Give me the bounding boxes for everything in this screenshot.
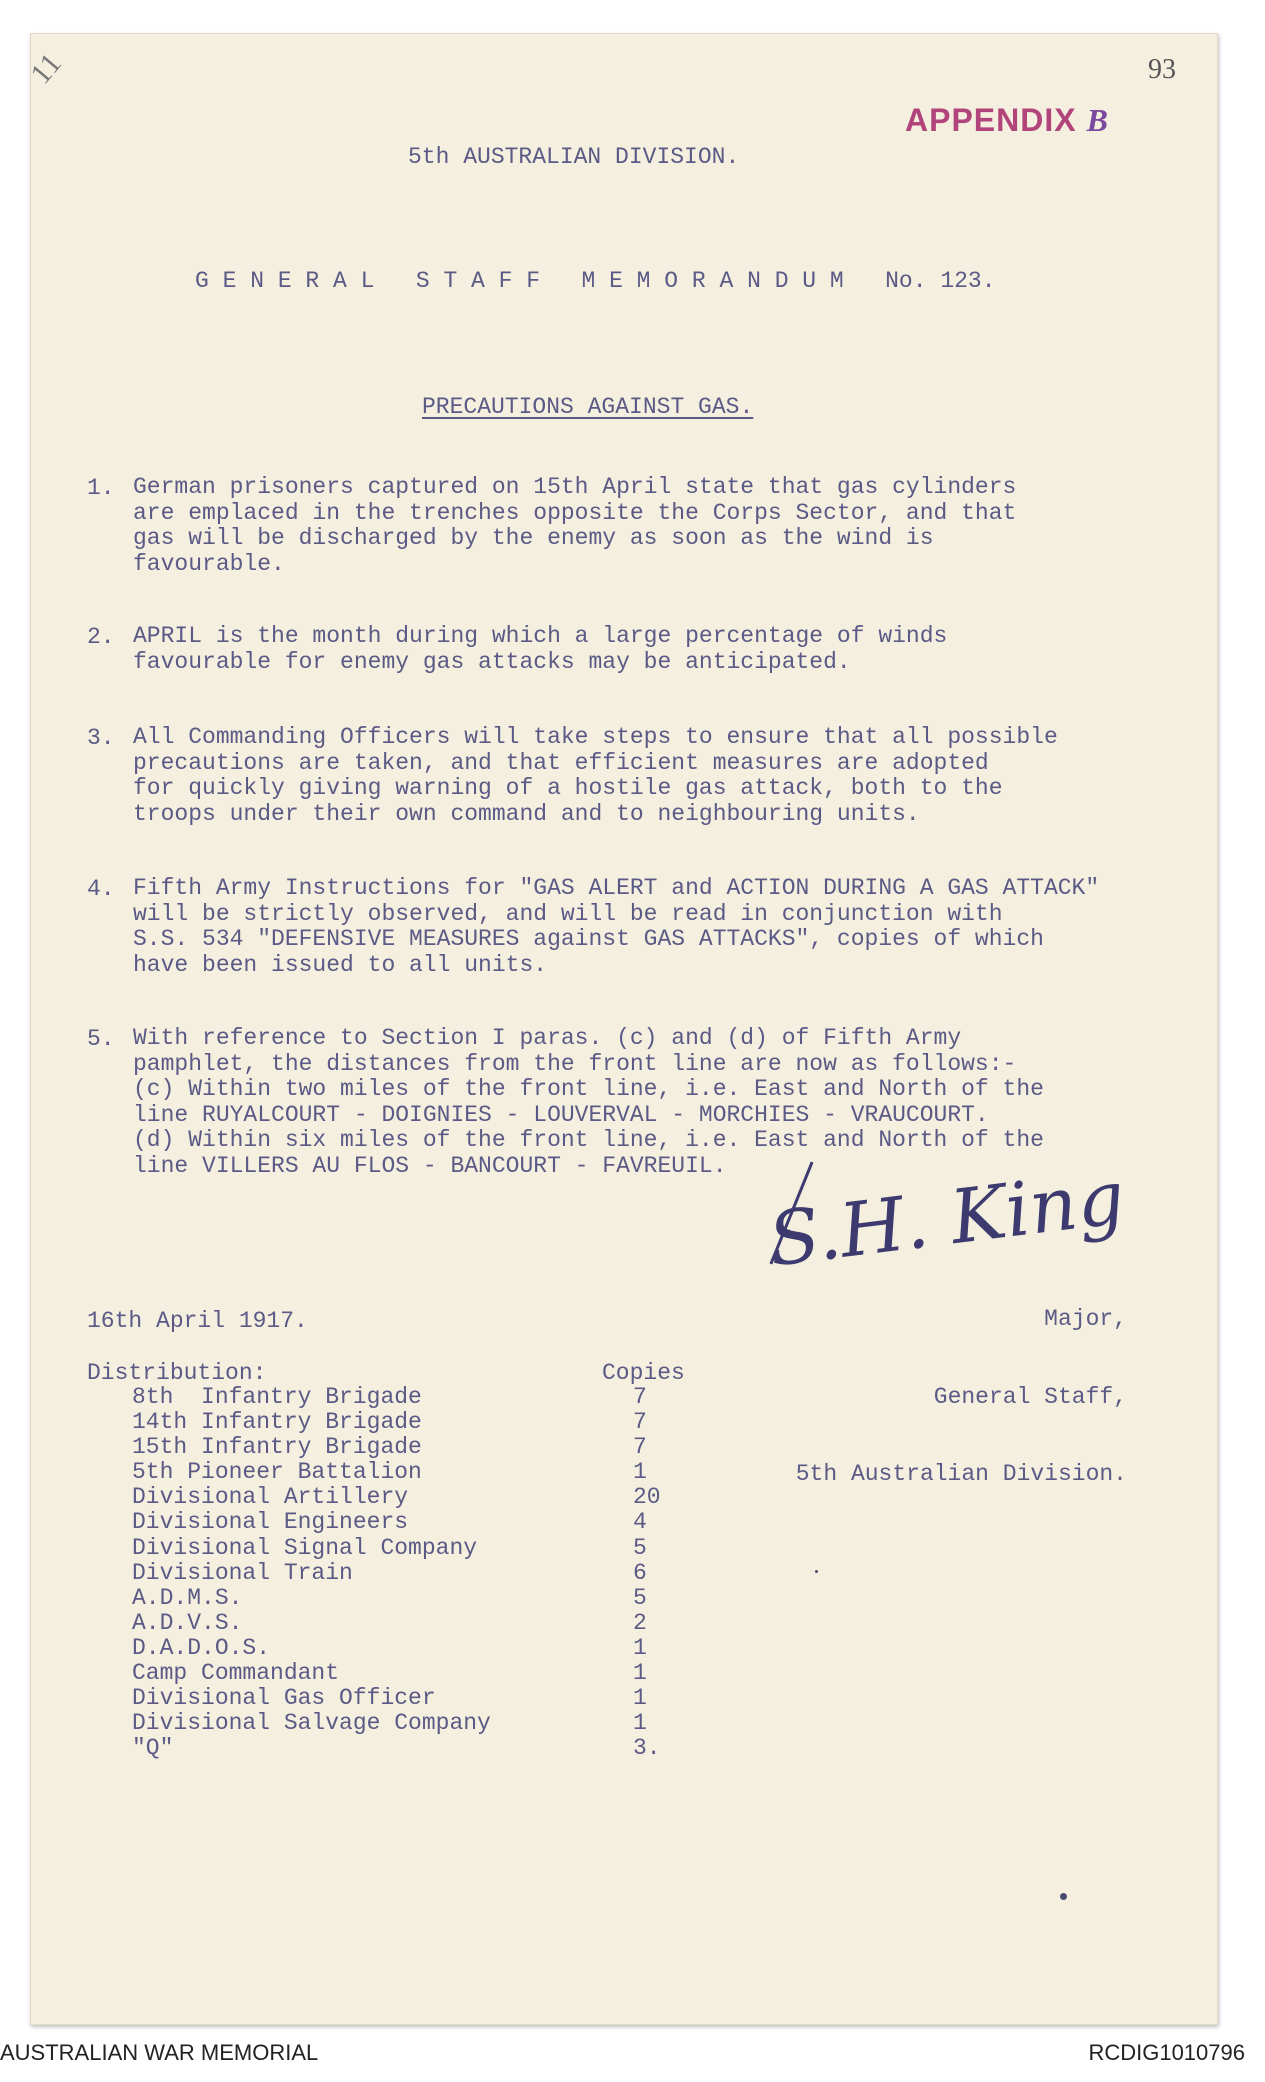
paragraph-line: With reference to Section I paras. (c) and (d) of Fifth Army: [133, 1025, 962, 1051]
distribution-row: [132, 1485, 732, 1510]
appendix-stamp-letter: B: [1086, 102, 1109, 138]
distribution-copies: 6: [633, 1559, 647, 1586]
distribution-row: [132, 1736, 732, 1761]
paragraph-line: have been issued to all units.: [133, 951, 548, 978]
distribution-unit: D.A.D.O.S.: [132, 1634, 271, 1661]
paragraph-line: will be strictly observed, and will be read in conjunction with: [133, 900, 1003, 927]
distribution-unit: A.D.V.S.: [132, 1609, 243, 1636]
paragraph-line: Fifth Army Instructions for "GAS ALERT and ACTION DURING A GAS ATTACK": [133, 875, 1100, 901]
paragraph-lines: [133, 876, 1099, 978]
appendix-stamp: [905, 102, 1109, 139]
rank-line: 5th Australian Division.: [795, 1461, 1127, 1487]
paragraph-line: pamphlet, the distances from the front line are now as follows:-: [133, 1050, 1017, 1077]
distribution-unit: Camp Commandant: [132, 1660, 340, 1687]
paragraph-line: favourable.: [133, 550, 285, 577]
distribution-copies: 1: [633, 1710, 647, 1737]
distribution-unit: 15th Infantry Brigade: [132, 1434, 422, 1461]
ink-spot: [815, 1570, 818, 1573]
distribution-row: [132, 1561, 732, 1586]
distribution-unit: Divisional Engineers: [132, 1509, 409, 1536]
paragraph-line: for quickly giving warning of a hostile gas attack, both to the: [133, 775, 1003, 801]
paragraph-lines: [133, 725, 1058, 827]
paragraph-line: troops under their own command and to neighbouring units.: [133, 800, 920, 827]
paragraph-number: 2.: [87, 624, 115, 650]
appendix-stamp-text: APPENDIX: [905, 102, 1077, 138]
distribution-copies: 1: [633, 1685, 647, 1712]
footer-source: AUSTRALIAN WAR MEMORIAL: [0, 2040, 319, 2065]
paragraph-line: All Commanding Officers will take steps to ensure that all possible: [133, 724, 1058, 750]
distribution-copies: 1: [633, 1660, 647, 1687]
ink-spot: [1060, 1893, 1067, 1900]
distribution-copies: 5: [633, 1534, 647, 1561]
paragraph-line: (d) Within six miles of the front line, i.e. East and North of the: [133, 1127, 1044, 1153]
distribution-copies: 3.: [633, 1735, 661, 1762]
memo-heading: PRECAUTIONS AGAINST GAS.: [422, 394, 754, 420]
footer-id: RCDIG1010796: [1088, 2040, 1245, 2065]
paragraph-number: 5.: [87, 1026, 115, 1052]
paragraph-line: favourable for enemy gas attacks may be anticipated.: [133, 648, 851, 675]
distribution-copies: 1: [633, 1634, 647, 1661]
distribution-unit: 8th Infantry Brigade: [132, 1384, 422, 1410]
distribution-copies: 7: [633, 1434, 647, 1461]
paragraph-number: 4.: [87, 876, 115, 902]
copies-label: Copies: [602, 1360, 685, 1386]
distribution-copies: 7: [633, 1384, 647, 1410]
distribution-row: [132, 1611, 732, 1636]
paragraph-line: line VILLERS AU FLOS - BANCOURT - FAVREUIL.: [133, 1152, 727, 1179]
paragraph-line: S.S. 534 "DEFENSIVE MEASURES against GAS ATTACKS", copies of which: [133, 926, 1044, 952]
distribution-unit: "Q": [132, 1735, 174, 1762]
memo-date: 16th April 1917.: [87, 1308, 308, 1334]
distribution-unit: Divisional Train: [132, 1559, 353, 1586]
distribution-copies: 2: [633, 1609, 647, 1636]
distribution-unit: A.D.M.S.: [132, 1584, 243, 1611]
paragraph-lines: [133, 1026, 1044, 1179]
distribution-copies: 5: [633, 1584, 647, 1611]
distribution-copies: 4: [633, 1509, 647, 1536]
distribution-list: [132, 1385, 732, 1761]
paragraph-line: are emplaced in the trenches opposite the Corps Sector, and that: [133, 499, 1017, 526]
distribution-copies: 1: [633, 1459, 647, 1486]
paragraph-lines: [133, 475, 1016, 577]
distribution-row: [132, 1510, 732, 1535]
distribution-unit: Divisional Salvage Company: [132, 1710, 491, 1737]
page-number: 93: [1148, 54, 1176, 85]
distribution-row: [132, 1460, 732, 1485]
signature: S.H. King: [764, 1154, 1130, 1284]
rank-block: [796, 1255, 1127, 1514]
distribution-copies: 7: [633, 1409, 647, 1436]
paragraph-number: 1.: [87, 475, 115, 501]
paragraph-lines: [133, 624, 947, 675]
paragraph-line: German prisoners captured on 15th April state that gas cylinders: [133, 474, 1017, 500]
division-title: 5th AUSTRALIAN DIVISION.: [408, 144, 740, 170]
distribution-row: [132, 1435, 732, 1460]
distribution-row: [132, 1385, 732, 1410]
paragraph-line: APRIL is the month during which a large percentage of winds: [133, 623, 948, 649]
distribution-row: [132, 1711, 732, 1736]
paragraph-number: 3.: [87, 725, 115, 751]
distribution-row: [132, 1536, 732, 1561]
paragraph-line: precautions are taken, and that efficient measures are adopted: [133, 749, 989, 776]
rank-line: General Staff,: [933, 1383, 1127, 1410]
memo-title: G E N E R A L S T A F F M E M O R A N D U M No. 123.: [195, 268, 996, 294]
distribution-row: [132, 1410, 732, 1435]
distribution-label: Distribution:: [87, 1360, 267, 1386]
distribution-unit: 5th Pioneer Battalion: [132, 1459, 422, 1486]
paragraph-line: line RUYALCOURT - DOIGNIES - LOUVERVAL - MORCHIES - VRAUCOURT.: [133, 1101, 989, 1128]
distribution-unit: 14th Infantry Brigade: [132, 1409, 422, 1436]
distribution-row: [132, 1661, 732, 1686]
distribution-unit: Divisional Gas Officer: [132, 1685, 436, 1712]
rank-line: Major,: [1044, 1306, 1127, 1332]
paragraph-line: gas will be discharged by the enemy as soon as the wind is: [133, 525, 934, 551]
corner-number: 11: [24, 47, 68, 91]
distribution-row: [132, 1636, 732, 1661]
distribution-unit: Divisional Signal Company: [132, 1534, 478, 1561]
distribution-unit: Divisional Artillery: [132, 1484, 409, 1511]
paragraph-line: (c) Within two miles of the front line, i.e. East and North of the: [133, 1076, 1044, 1102]
distribution-row: [132, 1586, 732, 1611]
distribution-copies: 20: [633, 1484, 661, 1511]
distribution-row: [132, 1686, 732, 1711]
